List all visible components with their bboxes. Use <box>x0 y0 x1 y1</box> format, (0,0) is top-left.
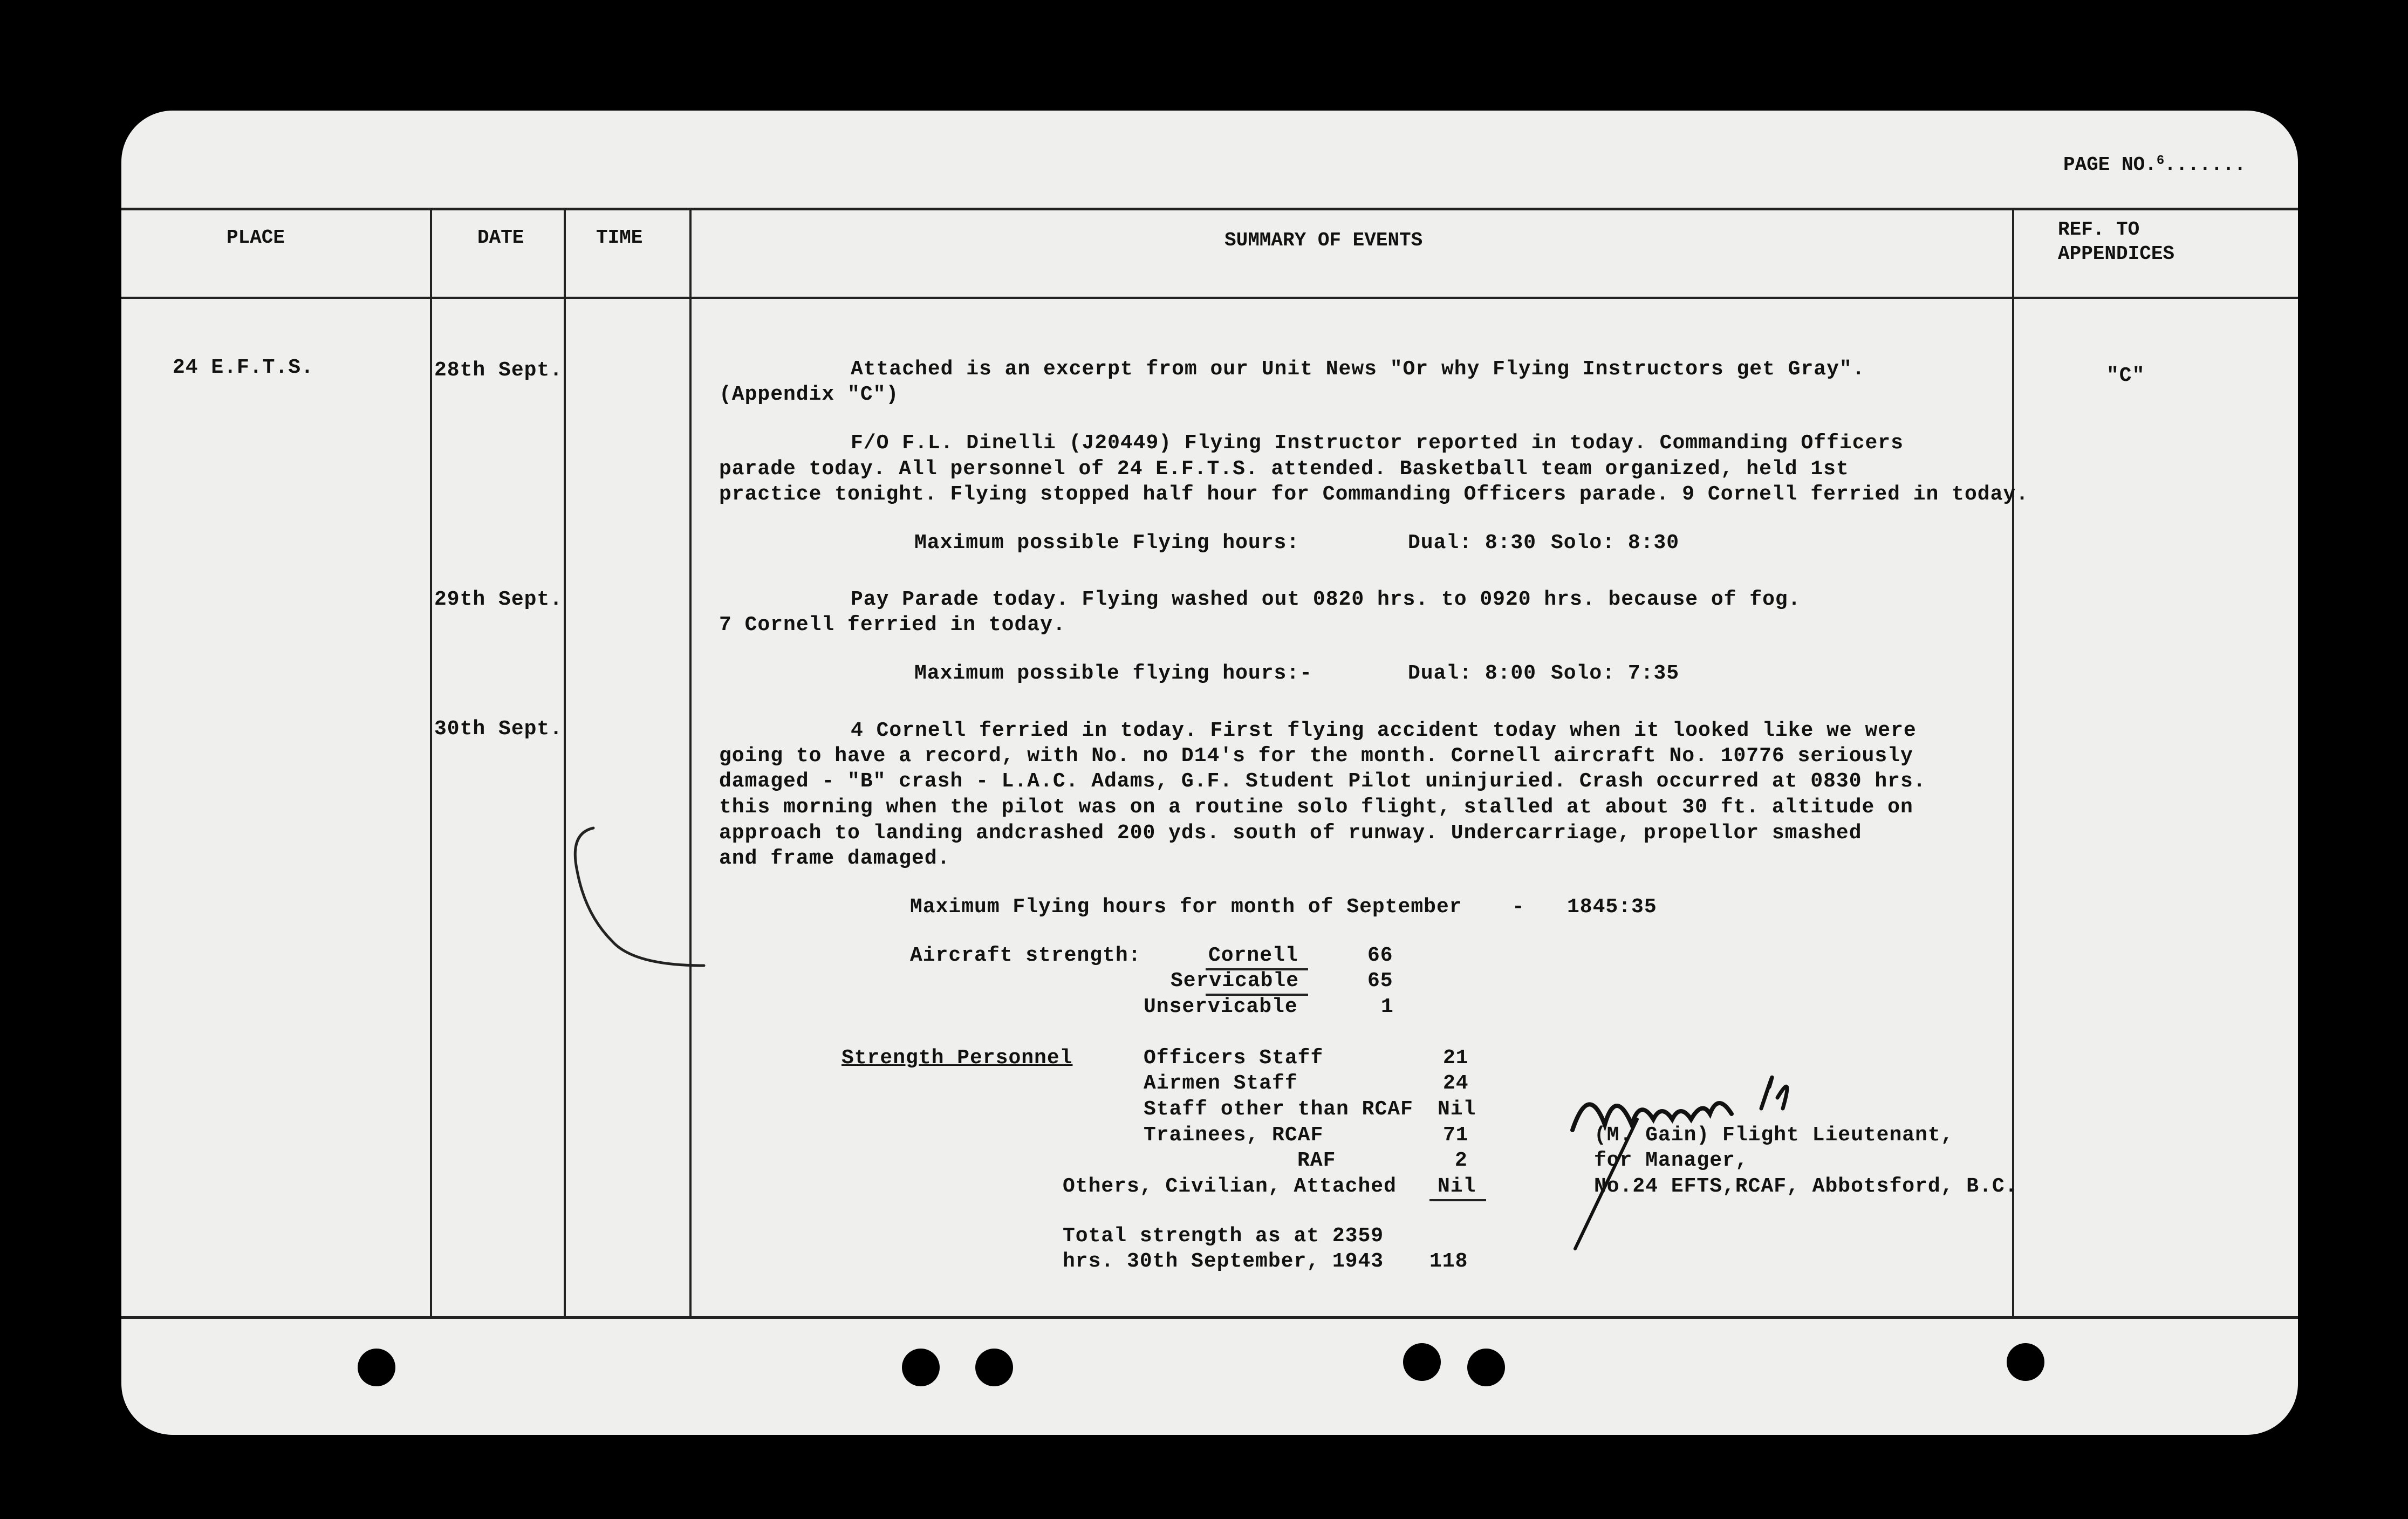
total-strength-line2: hrs. 30th September, 1943 <box>1063 1250 1384 1273</box>
total-strength-value: 118 <box>1429 1250 1468 1273</box>
entry-text-line: and frame damaged. <box>719 847 950 870</box>
header-time: TIME <box>596 227 643 249</box>
punch-hole <box>1403 1343 1441 1381</box>
entry-text-line: F/O F.L. Dinelli (J20449) Flying Instructor reported in today. Commanding Officers <box>851 432 1904 455</box>
aircraft-row-label: Unservicable <box>1144 995 1298 1018</box>
diary-card <box>121 111 2298 1435</box>
column-rule-place <box>430 208 432 1319</box>
signature-line1: (M. Gain) Flight Lieutenant, <box>1594 1124 1954 1147</box>
column-rule-date <box>564 208 566 1319</box>
header-bottom-rule <box>121 297 2298 299</box>
page-dots: ....... <box>2164 154 2246 176</box>
header-summary: SUMMARY OF EVENTS <box>1224 229 1423 251</box>
max-hours-month-label: Maximum Flying hours for month of September <box>910 895 1462 919</box>
page-number: PAGE NO.$^6$....... <box>2063 154 2246 176</box>
max-hours-28-label: Maximum possible Flying hours: <box>914 531 1300 555</box>
header-ref-line1: REF. TO <box>2058 218 2140 241</box>
punch-hole <box>2007 1343 2044 1381</box>
punch-hole <box>1467 1349 1505 1386</box>
personnel-row-label: Airmen Staff <box>1144 1072 1298 1095</box>
punch-hole <box>902 1349 940 1386</box>
personnel-row-value: 21 <box>1443 1046 1469 1070</box>
personnel-row-label: Staff other than RCAF <box>1144 1098 1413 1121</box>
header-ref-line2: APPENDICES <box>2058 243 2175 265</box>
entry-text-line: Attached is an excerpt from our Unit News "Or why Flying Instructors get Gray". <box>851 358 1865 381</box>
date-29: 29th Sept. <box>434 588 563 611</box>
personnel-row-value: 2 <box>1455 1149 1468 1172</box>
place-cell: 24 E.F.T.S. <box>173 356 314 379</box>
date-28: 28th Sept. <box>434 359 563 382</box>
pencil-bracket-mark <box>564 812 736 984</box>
nil-underline <box>1429 1199 1486 1201</box>
aircraft-row-label: Servicable <box>1171 969 1299 993</box>
handwritten-signature <box>1524 1049 1901 1265</box>
entry-text-line: approach to landing andcrashed 200 yds. south of runway. Undercarriage, propellor smashed <box>719 822 1862 845</box>
aircraft-row-value: 66 <box>1367 944 1393 967</box>
entry-text-line: 7 Cornell ferried in today. <box>719 613 1066 637</box>
signature-line3: No.24 EFTS,RCAF, Abbotsford, B.C. <box>1594 1175 2018 1198</box>
personnel-row-label: Others, Civilian, Attached <box>1063 1175 1397 1198</box>
appendix-ref: "C" <box>2106 364 2145 387</box>
max-hours-month-dash: - <box>1512 895 1525 919</box>
header-top-rule <box>121 208 2298 210</box>
punch-hole <box>975 1349 1013 1386</box>
personnel-row-value: 24 <box>1443 1072 1469 1095</box>
max-hours-29-solo: Solo: 7:35 <box>1551 662 1680 685</box>
entry-text-line: this morning when the pilot was on a routine solo flight, stalled at about 30 ft. altitude on <box>719 796 1913 819</box>
entry-text-line: 4 Cornell ferried in today. First flying accident today when it looked like we were <box>851 719 1917 742</box>
personnel-row-value: Nil <box>1438 1175 1476 1198</box>
punch-hole <box>358 1349 395 1386</box>
entry-text-line: practice tonight. Flying stopped half hour for Commanding Officers parade. 9 Cornell ferried in today. <box>719 483 2029 506</box>
personnel-row-label: RAF <box>1297 1149 1336 1172</box>
table-bottom-rule <box>121 1316 2298 1319</box>
column-rule-time <box>689 208 692 1319</box>
entry-text-line: (Appendix "C") <box>719 383 899 406</box>
aircraft-row-value: 65 <box>1367 969 1393 993</box>
header-place: PLACE <box>227 227 285 249</box>
entry-text-line: Pay Parade today. Flying washed out 0820 hrs. to 0920 hrs. because of fog. <box>851 588 1801 611</box>
entry-text-line: parade today. All personnel of 24 E.F.T.S. attended. Basketball team organized, held 1st <box>719 457 1849 481</box>
aircraft-strength-label: Aircraft strength: <box>910 944 1141 967</box>
max-hours-29-label: Maximum possible flying hours:- <box>914 662 1312 685</box>
max-hours-28-dual: Dual: 8:30 <box>1408 531 1537 555</box>
entry-text-line: damaged - "B" crash - L.A.C. Adams, G.F. Student Pilot uninjuried. Crash occurred at 0830 hrs. <box>719 770 1926 793</box>
personnel-row-label: Trainees, RCAF <box>1144 1124 1324 1147</box>
total-strength-line1: Total strength as at 2359 <box>1063 1224 1384 1248</box>
aircraft-row-value: 1 <box>1381 995 1394 1018</box>
personnel-row-label: Officers Staff <box>1144 1046 1324 1070</box>
header-date: DATE <box>477 227 524 249</box>
max-hours-29-dual: Dual: 8:00 <box>1408 662 1537 685</box>
max-hours-month-value: 1845:35 <box>1567 895 1657 919</box>
signature-line2: for Manager, <box>1594 1149 1748 1172</box>
max-hours-28-solo: Solo: 8:30 <box>1551 531 1680 555</box>
personnel-row-value: Nil <box>1438 1098 1476 1121</box>
strength-personnel-label: Strength Personnel <box>842 1046 1073 1070</box>
personnel-row-value: 71 <box>1443 1124 1469 1147</box>
column-rule-summary <box>2012 208 2014 1319</box>
entry-text-line: going to have a record, with No. no D14's for the month. Cornell aircraft No. 10776 seriously <box>719 744 1913 768</box>
aircraft-row-label: Cornell <box>1208 944 1298 967</box>
date-30: 30th Sept. <box>434 717 563 741</box>
page-number-value: 6 <box>2156 154 2165 168</box>
